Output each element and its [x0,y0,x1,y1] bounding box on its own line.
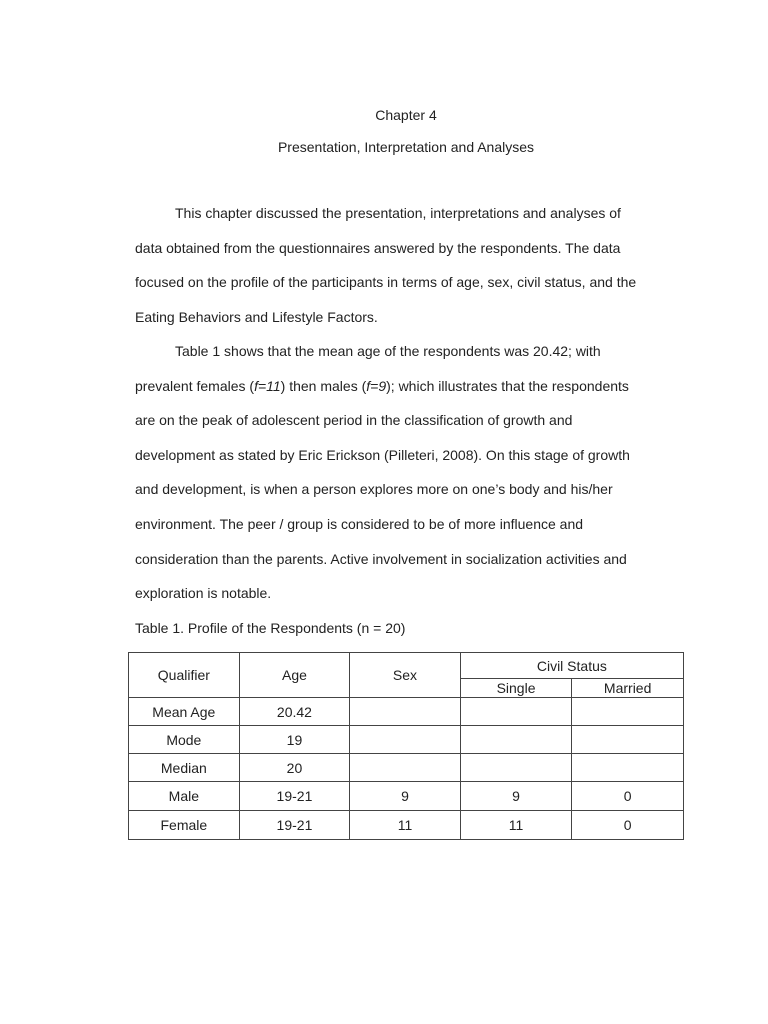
cell-sex [350,698,461,726]
paragraph-line: development as stated by Eric Erickson (Pilleteri, 2008). On this stage of growth [135,446,630,463]
cell-married [572,698,684,726]
header-civil-status: Civil Status [460,653,683,679]
cell-age: 19 [239,726,350,754]
paragraph-line: focused on the profile of the participants in terms of age, sex, civil status, and the [135,274,637,291]
header-sex: Sex [350,653,461,698]
table-header-row [129,653,684,679]
cell-single: 9 [460,782,572,811]
cell-qualifier: Mean Age [129,698,240,726]
table-row [129,782,684,811]
table-row [129,811,684,840]
paragraph-line [135,369,683,404]
cell-qualifier: Female [129,811,240,840]
cell-single: 11 [460,811,572,840]
paragraph-line: Table 1 shows that the mean age of the respondents was 20.42; with [175,343,601,359]
cell-qualifier: Mode [129,726,240,754]
table-row [129,726,684,754]
header-married: Married [572,679,684,698]
cell-age: 19-21 [239,782,350,811]
cell-married: 0 [572,782,684,811]
text-segment: prevalent females ( [135,377,255,394]
text-segment: ) then males ( [280,377,367,394]
paragraph-line: are on the peak of adolescent period in the classification of growth and [135,412,573,429]
text-segment: ); which illustrates that the respondents [386,377,629,394]
frequency-female: f=11 [254,377,281,394]
cell-sex: 11 [350,811,461,840]
header-single: Single [460,679,572,698]
cell-single [460,698,572,726]
cell-age: 20.42 [239,698,350,726]
chapter-heading: Chapter 4 [375,107,437,123]
cell-age: 20 [239,754,350,782]
chapter-title: Presentation, Interpretation and Analyses [277,139,535,155]
paragraph-line: Eating Behaviors and Lifestyle Factors. [135,308,378,325]
paragraph-line: This chapter discussed the presentation, interpretations and analyses of [175,205,621,221]
cell-married [572,726,684,754]
paragraph-line: and development, is when a person explores more on one’s body and his/her [135,481,613,498]
cell-sex [350,726,461,754]
frequency-male: f=9 [366,377,387,394]
cell-married [572,754,684,782]
cell-age: 19-21 [239,811,350,840]
paragraph-line: data obtained from the questionnaires answered by the respondents. The data [135,239,621,256]
paragraph-2 [135,334,683,611]
cell-single [460,754,572,782]
cell-qualifier: Median [129,754,240,782]
paragraph-line: environment. The peer / group is considered to be of more influence and [135,515,584,532]
profile-table [128,652,684,840]
paragraph-line: consideration than the parents. Active involvement in socialization activities and [135,550,627,567]
cell-sex [350,754,461,782]
table-row [129,698,684,726]
paragraph-1 [135,196,683,334]
header-qualifier: Qualifier [129,653,240,698]
table-caption: Table 1. Profile of the Respondents (n = 20) [135,620,406,636]
table-row [129,754,684,782]
cell-sex: 9 [350,782,461,811]
cell-married: 0 [572,811,684,840]
header-age: Age [239,653,350,698]
cell-qualifier: Male [129,782,240,811]
paragraph-line: exploration is notable. [135,585,272,602]
cell-single [460,726,572,754]
